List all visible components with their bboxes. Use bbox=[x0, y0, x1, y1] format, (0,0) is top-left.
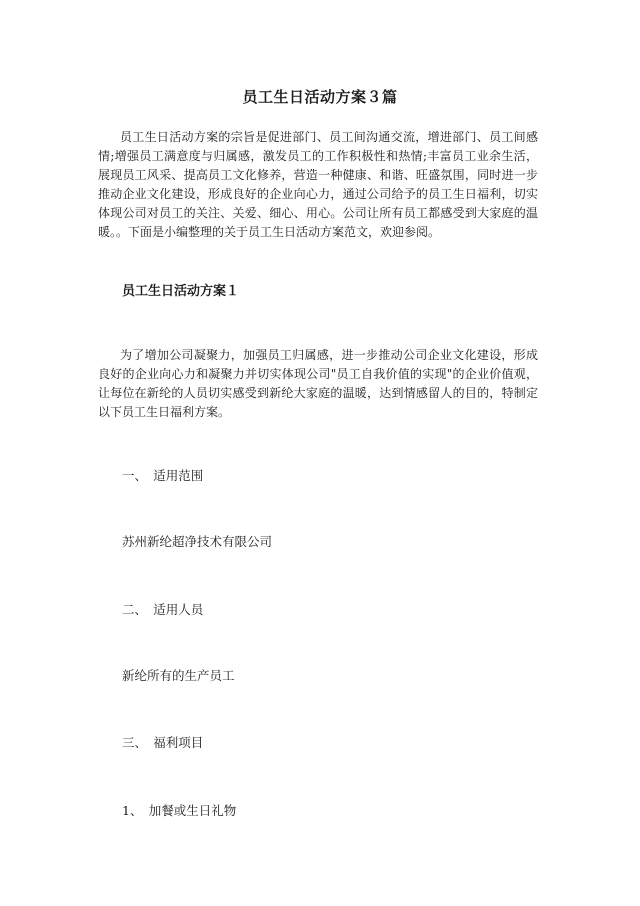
document-title: 员工生日活动方案３篇 bbox=[242, 88, 398, 106]
section-heading-plan-1: 员工生日活动方案１ bbox=[122, 284, 240, 299]
item-text-staff: 新纶所有的生产员工 bbox=[122, 668, 235, 683]
item-heading-scope: 一、 适用范围 bbox=[122, 468, 204, 483]
item-subheading-meal-gift: 1、 加餐或生日礼物 bbox=[122, 803, 237, 818]
item-text-company: 苏州新纶超净技术有限公司 bbox=[122, 534, 273, 549]
section-1-paragraph: 为了增加公司凝聚力，加强员工归属感，进一步推动公司企业文化建设，形成良好的企业向心力和凝聚力并切实体现公司"员工自我价值的实现"的企业价值观，让每位在新纶的人员切实感受到新纶大家庭的温暖，达到情感留人的目的，特制定以下员工生日福利方案。 bbox=[98, 348, 538, 419]
item-heading-personnel: 二、 适用人员 bbox=[122, 602, 204, 617]
item-heading-benefits: 三、 福利项目 bbox=[122, 735, 204, 750]
intro-paragraph: 员工生日活动方案的宗旨是促进部门、员工间沟通交流，增进部门、员工间感情;增强员工满意度与归属感，激发员工的工作积极性和热情;丰富员工业余生活，展现员工风采、提高员工文化修养，营造一种健康、和谐、旺盛氛围，同时进一步推动企业文化建设，形成良好的企业向心力，通过公司给予的员工生日福利，切实体现公司对员工的关注、关爱、细心、用心。公司让所有员工都感受到大家庭的温暖。。下面是小编整理的关于员工生日活动方案范文，欢迎参阅。 bbox=[98, 130, 538, 239]
